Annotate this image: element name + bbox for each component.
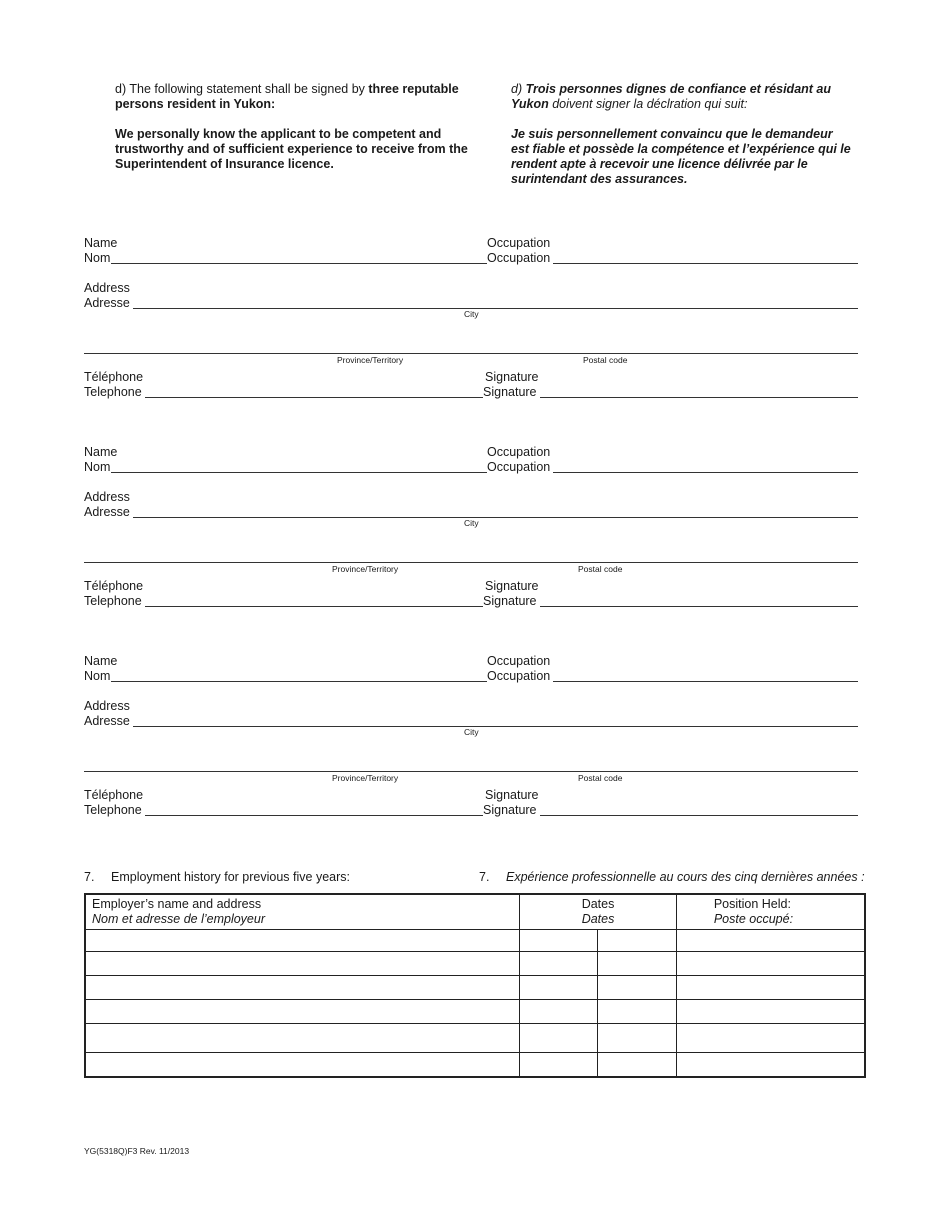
intro-fr-bold: Trois personnes dignes de confiance et résidant au Yukon (511, 82, 832, 111)
name-label-en: Name (84, 654, 118, 668)
address-label-en: Address (84, 281, 130, 295)
date-from-cell[interactable] (520, 930, 598, 952)
employer-header (85, 894, 520, 930)
intro-fr-suffix: doivent signer la déclration qui suit: (548, 97, 748, 111)
city-caption: City (464, 727, 479, 737)
table-row (85, 930, 865, 952)
telephone-field-3[interactable] (145, 815, 483, 816)
postal-caption: Postal code (578, 564, 623, 574)
name-field-2[interactable] (111, 472, 487, 473)
date-to-cell[interactable] (598, 952, 677, 976)
date-to-cell[interactable] (598, 1024, 677, 1053)
dates-header-fr: Dates (581, 912, 615, 926)
employment-table-header (85, 894, 865, 930)
position-cell[interactable] (676, 1000, 865, 1024)
position-header-fr: Poste occupé: (713, 912, 794, 926)
intro-en-statement: We personally know the applicant to be competent and trustworthy and of sufficient experience to receive from the Superintendent of Insurance licence. (115, 127, 468, 171)
intro-en-prefix: d) The following statement shall be signed by (115, 82, 369, 96)
signature-label-fr: Signature (483, 803, 537, 817)
telephone-label-en: Telephone (84, 594, 142, 608)
position-cell[interactable] (676, 952, 865, 976)
address-field-2[interactable] (133, 517, 858, 518)
section7-title-fr: Expérience professionnelle au cours des cinq dernières années : (506, 870, 865, 884)
signature-label-en: Signature (485, 788, 539, 802)
employer-header-fr: Nom et adresse de l’employeur (92, 912, 265, 926)
address-label-fr: Adresse (84, 714, 130, 728)
date-to-cell[interactable] (598, 930, 677, 952)
form-code: YG(5318Q)F3 Rev. 11/2013 (84, 1146, 190, 1156)
name-label-en: Name (84, 445, 118, 459)
province-postal-field-2[interactable] (84, 562, 858, 563)
section7-title-en: Employment history for previous five years: (111, 870, 350, 884)
address-field-1[interactable] (133, 308, 858, 309)
table-row (85, 976, 865, 1000)
intro-fr-statement: Je suis personnellement convaincu que le demandeur est fiable et possède la compétence et l’expérience qui le rendent apte à recevoir une licence délivrée par le surintendant des assurances. (511, 127, 851, 186)
intro-fr-prefix: d) (511, 82, 526, 96)
table-row (85, 952, 865, 976)
address-label-fr: Adresse (84, 505, 130, 519)
occupation-field-1[interactable] (553, 263, 858, 264)
telephone-label-fr: Téléphone (84, 788, 144, 802)
employer-cell[interactable] (85, 1053, 520, 1078)
address-label-en: Address (84, 490, 130, 504)
position-cell[interactable] (676, 976, 865, 1000)
province-caption: Province/Territory (332, 773, 399, 783)
position-cell[interactable] (676, 1024, 865, 1053)
province-postal-field-1[interactable] (84, 353, 858, 354)
dates-header (520, 894, 677, 930)
signature-label-en: Signature (485, 370, 539, 384)
employer-cell[interactable] (85, 930, 520, 952)
date-from-cell[interactable] (520, 976, 598, 1000)
employer-cell[interactable] (85, 976, 520, 1000)
dates-header-en: Dates (581, 897, 615, 911)
table-row (85, 1053, 865, 1078)
intro-english (115, 82, 475, 172)
occupation-label-en: Occupation (487, 236, 551, 250)
section7-number-fr: 7. (479, 870, 490, 884)
date-to-cell[interactable] (598, 1000, 677, 1024)
postal-caption: Postal code (583, 355, 628, 365)
telephone-field-2[interactable] (145, 606, 483, 607)
name-label-fr: Nom (84, 460, 111, 474)
employer-cell[interactable] (85, 952, 520, 976)
name-field-3[interactable] (111, 681, 487, 682)
telephone-field-1[interactable] (145, 397, 483, 398)
signature-field-3[interactable] (540, 815, 858, 816)
address-label-fr: Adresse (84, 296, 130, 310)
occupation-label-fr: Occupation (487, 251, 551, 265)
name-label-fr: Nom (84, 669, 111, 683)
employer-header-en: Employer’s name and address (92, 897, 262, 911)
table-row (85, 1000, 865, 1024)
address-field-3[interactable] (133, 726, 858, 727)
address-label-en: Address (84, 699, 130, 713)
intro-french (511, 82, 851, 187)
position-cell[interactable] (676, 1053, 865, 1078)
telephone-label-fr: Téléphone (84, 370, 144, 384)
occupation-label-fr: Occupation (487, 460, 551, 474)
telephone-label-en: Telephone (84, 385, 142, 399)
signature-label-fr: Signature (483, 385, 537, 399)
employer-cell[interactable] (85, 1000, 520, 1024)
occupation-field-3[interactable] (553, 681, 858, 682)
date-from-cell[interactable] (520, 952, 598, 976)
city-caption: City (464, 309, 479, 319)
table-row (85, 1024, 865, 1053)
occupation-label-en: Occupation (487, 445, 551, 459)
occupation-label-fr: Occupation (487, 669, 551, 683)
date-from-cell[interactable] (520, 1000, 598, 1024)
position-header-en: Position Held: (713, 897, 791, 911)
position-header (676, 894, 865, 930)
province-postal-field-3[interactable] (84, 771, 858, 772)
date-to-cell[interactable] (598, 976, 677, 1000)
postal-caption: Postal code (578, 773, 623, 783)
section7-number-en: 7. (84, 870, 95, 884)
employer-cell[interactable] (85, 1024, 520, 1053)
province-caption: Province/Territory (332, 564, 399, 574)
date-from-cell[interactable] (520, 1053, 598, 1078)
province-caption: Province/Territory (337, 355, 404, 365)
employment-table (84, 893, 866, 1078)
date-from-cell[interactable] (520, 1024, 598, 1053)
date-to-cell[interactable] (598, 1053, 677, 1078)
occupation-label-en: Occupation (487, 654, 551, 668)
name-label-en: Name (84, 236, 118, 250)
city-caption: City (464, 518, 479, 528)
signature-field-2[interactable] (540, 606, 858, 607)
telephone-label-fr: Téléphone (84, 579, 144, 593)
signature-label-en: Signature (485, 579, 539, 593)
occupation-field-2[interactable] (553, 472, 858, 473)
name-label-fr: Nom (84, 251, 111, 265)
name-field-1[interactable] (111, 263, 487, 264)
intro-en-bold: three reputable persons resident in Yukon: (115, 82, 459, 111)
signature-label-fr: Signature (483, 594, 537, 608)
position-cell[interactable] (676, 930, 865, 952)
telephone-label-en: Telephone (84, 803, 142, 817)
signature-field-1[interactable] (540, 397, 858, 398)
